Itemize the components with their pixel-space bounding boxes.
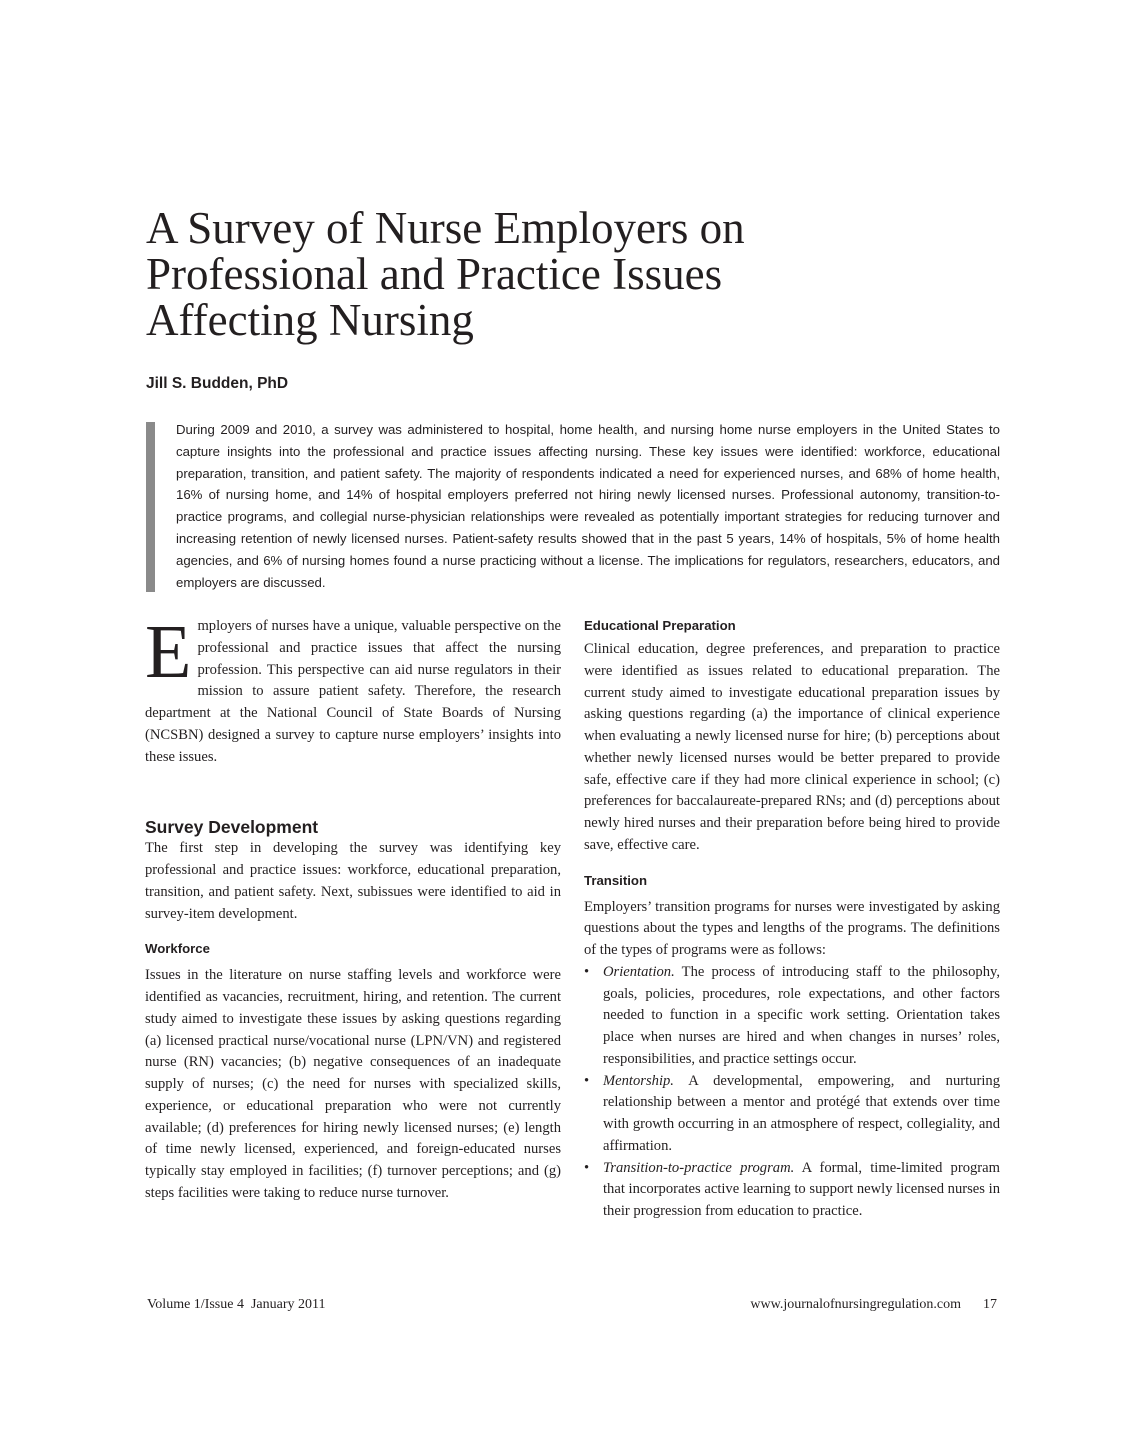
list-item: [584, 1071, 1000, 1158]
definition-term: Mentorship.: [603, 1072, 674, 1089]
list-item: [584, 962, 1000, 1071]
subheading-workforce: Workforce: [145, 941, 210, 957]
list-item: [584, 1158, 1000, 1223]
definition-text: A formal, time-limited program that incorporates active learning to support newly licensed nurses in their progression from education to practice.: [603, 1159, 1000, 1219]
title-line: Professional and Practice Issues: [146, 249, 723, 299]
intro-text: mployers of nurses have a unique, valuable perspective on the professional and practice issues that affect the nursing profession. This perspective can aid nurse regulators in their mission to assure patient safety. Therefore, the research department at the National Council of State Boards of Nursing (NCSBN) designed a survey to capture nurse employers’ insights into these issues.: [145, 618, 561, 765]
author-byline: Jill S. Budden, PhD: [146, 375, 289, 392]
educational-preparation-paragraph: Clinical education, degree preferences, and preparation to practice were identified as issues related to educational preparation. The current study aimed to investigate educational preparation issues by asking questions regarding (a) the importance of clinical experience when evaluating a newly licensed nurse for hire; (b) perceptions about whether newly licensed nurses would be better prepared to provide safe, effective care if they had more clinical experience in school; (c) preferences for baccalaureate-prepared RNs; and (d) perceptions about newly hired nurses and their preparation before being hired to provide save, effective care.: [584, 641, 1000, 853]
section-heading-survey-development: Survey Development: [145, 817, 319, 838]
abstract-accent-bar: [146, 422, 155, 592]
subheading-educational-preparation: Educational Preparation: [584, 618, 736, 633]
bullet-icon: •: [584, 1072, 590, 1089]
footer-issue: [147, 1297, 325, 1313]
workforce-paragraph: Issues in the literature on nurse staffing levels and workforce were identified as vacancies, recruitment, hiring, and retention. The current study aimed to investigate these issues by asking questions regarding (a) licensed practical nurse/vocational nurse (LPN/VN) and registered nurse (RN) vacancies; (b) negative consequences of an inadequate supply of nurses; (c) the need for nurses with specialized skills, experience, or educational preparation who were not currently available; (d) preferences for hiring newly licensed nurses; (e) length of time newly licensed, experienced, and foreign-educated nurses typically stay employed in facilities; (f) turnover perceptions; and (g) steps facilities were taking to reduce nurse turnover.: [145, 967, 561, 1201]
transition-paragraph: Employers’ transition programs for nurses were investigated by asking questions about the types and lengths of the programs. The definitions of the types of programs were as follows:: [584, 898, 1000, 958]
article-title: [146, 205, 1046, 343]
footer-right: [750, 1297, 997, 1313]
left-column: [145, 610, 561, 1205]
survey-development-paragraph: The first step in developing the survey was identifying key professional and practice issues: workforce, educational preparation, transition, and patient safety. Next, subissues were identified to aid in survey-item development.: [145, 840, 561, 922]
page-number: 17: [983, 1297, 997, 1312]
subheading-transition: Transition: [584, 872, 648, 888]
intro-paragraph: [145, 610, 561, 768]
footer-issue-text: Volume 1/Issue 4 January 2011: [147, 1297, 326, 1312]
definition-text: The process of introducing staff to the philosophy, goals, policies, procedures, role expectations, and other factors needed to function in a specific work setting. Orientation takes place when nurses are hired and when changes in nurses’ roles, responsibilities, and practice settings occur.: [603, 963, 1000, 1067]
transition-definition-list: [584, 962, 1000, 1223]
definition-term: Orientation.: [603, 963, 675, 980]
drop-cap: E: [145, 610, 192, 694]
title-line: A Survey of Nurse Employers on: [146, 203, 745, 253]
right-column: [584, 616, 1000, 1223]
title-line: Affecting Nursing: [146, 295, 474, 345]
definition-term: Transition-to-practice program.: [603, 1159, 795, 1176]
definition-text: A developmental, empowering, and nurturing relationship between a mentor and protégé that extends over time with growth occurring in an atmosphere of respect, collegiality, and affirmation.: [603, 1072, 1000, 1154]
footer-url[interactable]: www.journalofnursingregulation.com: [750, 1297, 961, 1312]
bullet-icon: •: [584, 1159, 590, 1176]
abstract: During 2009 and 2010, a survey was administered to hospital, home health, and nursing home nurse employers in the United States to capture insights into the professional and practice issues affecting nursing. These key issues were identified: workforce, educational preparation, transition, and patient safety. The majority of respondents indicated a need for experienced nurses, and 68% of home health, 16% of nursing home, and 14% of hospital employers preferred not hiring newly licensed nurses. Professional autonomy, transition-to-practice programs, and collegial nurse-physician relationships were revealed as potentially important strategies for reducing turnover and increasing retention of newly licensed nurses. Patient-safety results showed that in the past 5 years, 14% of hospitals, 5% of home health agencies, and 6% of nursing homes found a nurse practicing without a license. The implications for regulators, researchers, educators, and employers are discussed.: [176, 422, 1000, 590]
bullet-icon: •: [584, 963, 590, 980]
